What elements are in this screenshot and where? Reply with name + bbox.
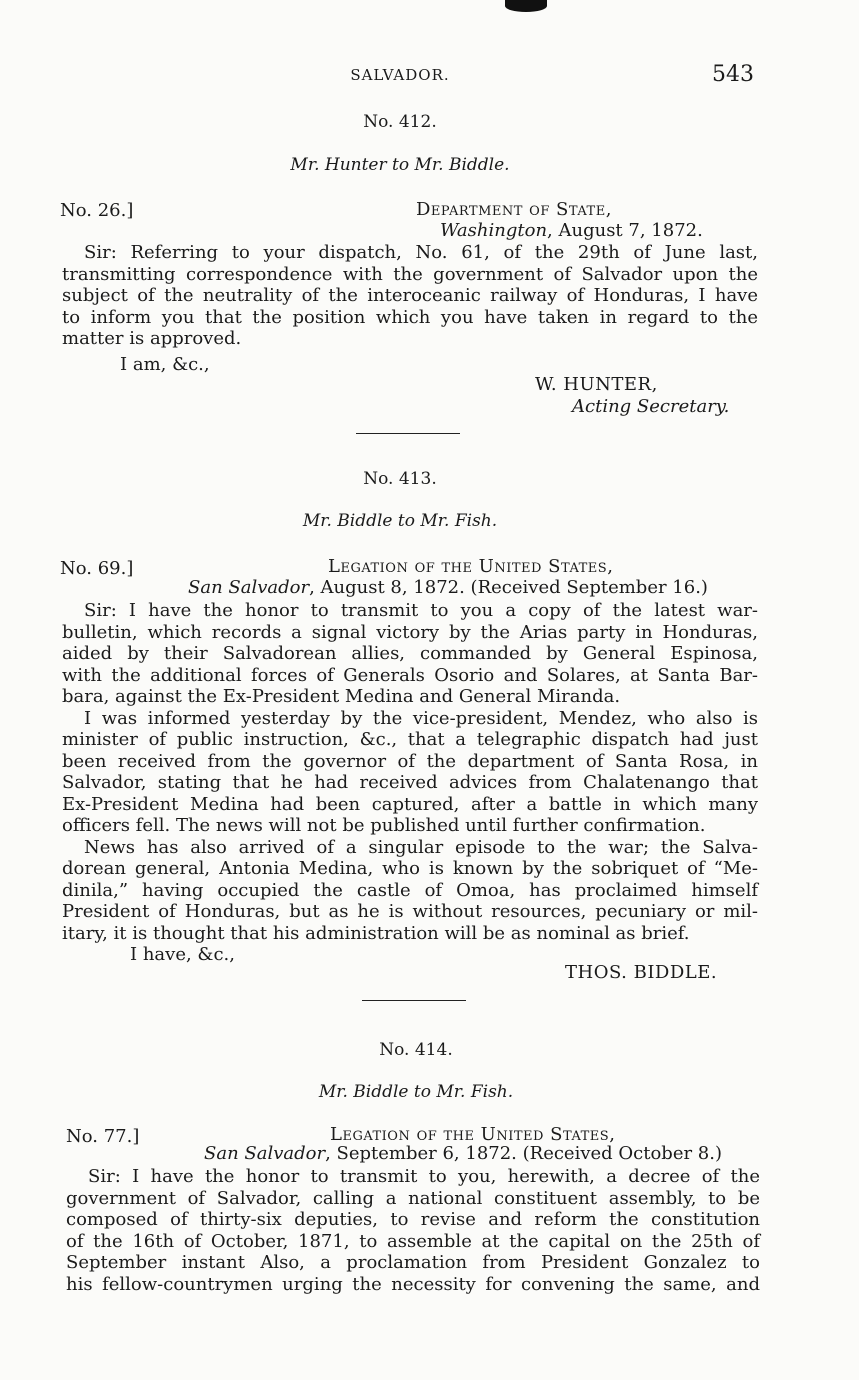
letter-body [62, 600, 758, 944]
body-line: transmitting correspondence with the government of Salvador upon the [62, 263, 758, 285]
date-rest: , September 6, 1872. (Received October 8.) [325, 1143, 723, 1164]
body-line: minister of public instruction, &c., that a telegraphic dispatch had just [62, 729, 758, 750]
section-divider [362, 1000, 466, 1001]
page-number: 543 [712, 62, 754, 87]
body-line: officers fell. The news will not be published until further confirmation. [62, 815, 706, 836]
office-heading: Legation of the United States, [328, 556, 614, 577]
body-line: News has also arrived of a singular episode to the war; the Salva- [84, 836, 758, 858]
body-line: dorean general, Antonia Medina, who is known by the sobriquet of “Me- [62, 858, 758, 879]
body-line: his fellow-countrymen urging the necessity for convening the same, and [66, 1273, 760, 1295]
ink-blot [505, 0, 547, 12]
letter-body [62, 242, 758, 350]
body-line: government of Salvador, calling a national constituent assembly, to be [66, 1187, 760, 1209]
body-line: Sir: Referring to your dispatch, No. 61, of the 29th of June last, [84, 242, 758, 263]
date-rest: , August 7, 1872. [547, 220, 703, 241]
body-line: Sir: I have the honor to transmit to you a copy of the latest war- [84, 600, 758, 621]
body-line: bulletin, which records a signal victory by the Arias party in Honduras, [62, 621, 758, 643]
date-line [204, 1143, 722, 1164]
body-line: to inform you that the position which you have taken in regard to the [62, 306, 758, 328]
document-number: No. 414. [379, 1040, 453, 1060]
document-number: No. 413. [363, 469, 437, 489]
running-head: SALVADOR. [350, 66, 450, 84]
date-rest: , August 8, 1872. (Received September 16.) [309, 577, 708, 598]
section-divider [356, 433, 460, 434]
body-line: been received from the governor of the department of Santa Rosa, in [62, 750, 758, 772]
dispatch-number: No. 77.] [66, 1126, 140, 1147]
office-heading: Department of State, [416, 199, 612, 220]
place: Washington [440, 220, 548, 241]
body-line: bara, against the Ex-President Medina and General Miranda. [62, 686, 621, 707]
dispatch-number: No. 26.] [60, 200, 134, 221]
body-line: I was informed yesterday by the vice-president, Mendez, who also is [84, 707, 758, 729]
body-line: aided by their Salvadorean allies, commanded by General Espinosa, [62, 643, 758, 664]
closing: I am, &c., [120, 354, 210, 375]
body-line: September instant Also, a proclamation from President Gonzalez to [66, 1252, 760, 1273]
place: San Salvador [188, 577, 310, 598]
body-line: subject of the neutrality of the interoceanic railway of Honduras, I have [62, 285, 758, 306]
date-line [440, 220, 703, 241]
letter-body [66, 1166, 760, 1295]
dispatch-number: No. 69.] [60, 558, 134, 579]
body-line: Salvador, stating that he had received advices from Chalatenango that [62, 772, 758, 793]
office-heading: Legation of the United States, [330, 1124, 616, 1145]
body-line: Sir: I have the honor to transmit to you, herewith, a decree of the [88, 1166, 760, 1187]
correspondents: Mr. Biddle to Mr. Fish. [318, 1082, 514, 1102]
body-line: matter is approved. [62, 328, 242, 349]
place: San Salvador [204, 1143, 326, 1164]
body-line: dinila,” having occupied the castle of Omoa, has proclaimed himself [62, 879, 758, 901]
date-line [188, 577, 708, 598]
body-line: President of Honduras, but as he is without resources, pecuniary or mil- [62, 901, 758, 922]
signature: THOS. BIDDLE. [565, 962, 718, 983]
body-line: Ex-President Medina had been captured, after a battle in which many [62, 793, 758, 815]
closing: I have, &c., [130, 944, 235, 965]
body-line: with the additional forces of Generals Osorio and Solares, at Santa Bar- [62, 664, 758, 686]
signature: W. HUNTER, [535, 374, 658, 395]
document-number: No. 412. [363, 112, 437, 132]
correspondents: Mr. Hunter to Mr. Biddle. [290, 155, 510, 175]
correspondents: Mr. Biddle to Mr. Fish. [302, 511, 498, 531]
body-line: composed of thirty-six deputies, to revise and reform the constitution [66, 1209, 760, 1230]
signature-title: Acting Secretary. [572, 396, 730, 417]
body-line: of the 16th of October, 1871, to assemble at the capital on the 25th of [66, 1230, 760, 1252]
body-line: itary, it is thought that his administration will be as nominal as brief. [62, 922, 690, 944]
